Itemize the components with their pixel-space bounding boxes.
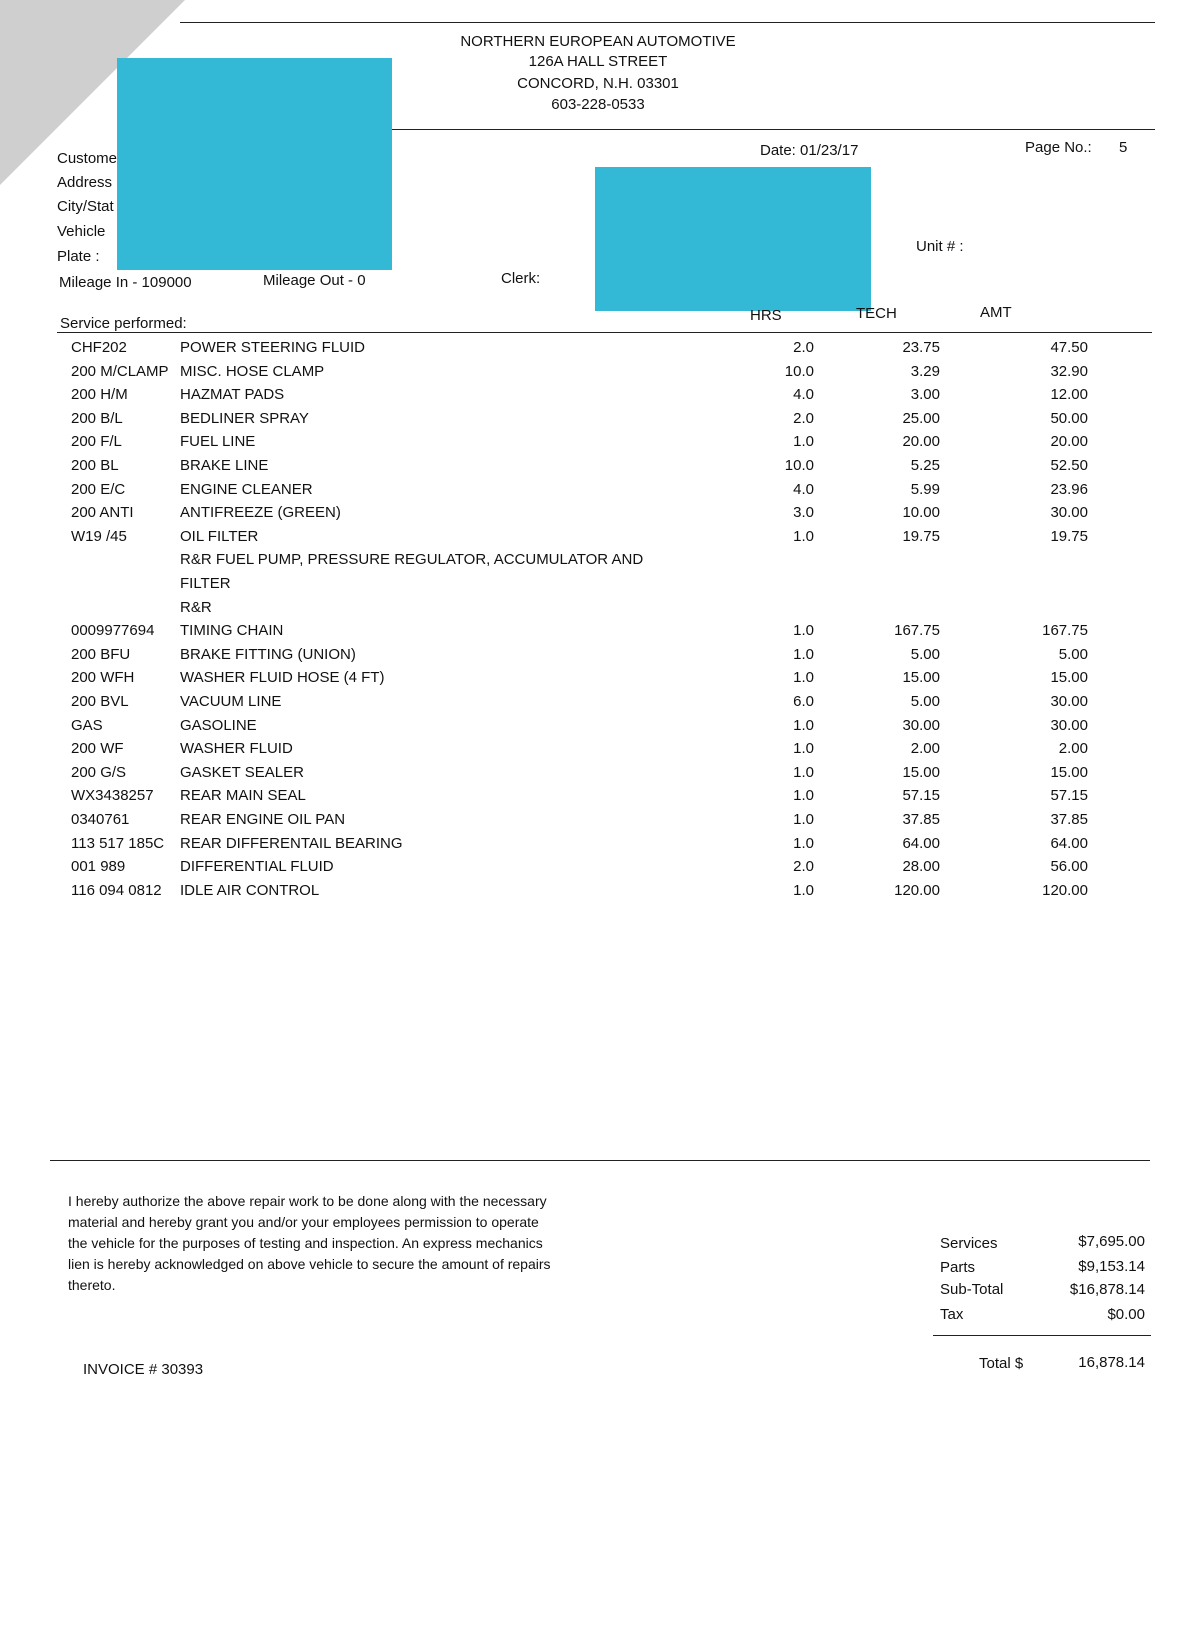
table-row — [0, 882, 1200, 906]
services-label: Services — [940, 1235, 998, 1252]
subtotal-label: Sub-Total — [940, 1281, 1004, 1298]
authorization-line: I hereby authorize the above repair work to be done along with the necessary — [68, 1193, 547, 1209]
hours-value: 3.0 — [793, 504, 814, 522]
tech-rate-value: 167.75 — [894, 622, 940, 640]
item-description: FILTER — [180, 575, 231, 592]
clerk-label: Clerk: — [501, 270, 541, 287]
part-code: 200 WFH — [71, 669, 135, 687]
item-description: BRAKE LINE — [180, 457, 269, 474]
parts-value: $9,153.14 — [1078, 1258, 1145, 1275]
hours-value: 10.0 — [784, 457, 814, 474]
plate-label: Plate : — [57, 248, 100, 265]
tech-rate-value: 30.00 — [902, 716, 940, 734]
service-performed-label: Service performed: — [60, 315, 187, 332]
part-code: 113 517 185C — [71, 834, 165, 852]
mileage-out: Mileage Out - 0 — [263, 272, 366, 289]
amount-value: 52.50 — [1050, 457, 1088, 474]
part-code: 200 BVL — [71, 693, 129, 710]
amount-value: 56.00 — [1050, 858, 1088, 876]
total-value: 16,878.14 — [1078, 1354, 1145, 1371]
part-code: 0009977694 — [71, 622, 155, 640]
amount-value: 64.00 — [1050, 834, 1088, 852]
amount-value: 37.85 — [1050, 811, 1088, 828]
item-description: WASHER FLUID — [180, 740, 293, 758]
table-row — [0, 835, 1200, 859]
part-code: 200 ANTI — [71, 504, 134, 522]
table-row — [0, 339, 1200, 363]
amount-value: 19.75 — [1050, 527, 1088, 545]
amount-value: 15.00 — [1050, 763, 1088, 781]
hours-value: 4.0 — [793, 386, 814, 404]
authorization-line: material and hereby grant you and/or your employees permission to operate — [68, 1214, 539, 1230]
tech-rate-value: 5.00 — [910, 645, 940, 663]
hours-value: 2.0 — [793, 858, 814, 876]
item-description: GASOLINE — [180, 716, 257, 734]
hours-value: 1.0 — [793, 740, 814, 758]
table-row — [0, 717, 1200, 741]
tech-rate-value: 15.00 — [902, 763, 940, 781]
column-header-tech: TECH — [856, 305, 897, 322]
hours-value: 4.0 — [793, 480, 814, 498]
tech-rate-value: 2.00 — [910, 740, 940, 758]
tech-rate-value: 3.29 — [910, 362, 940, 380]
hours-value: 10.0 — [784, 362, 814, 380]
amount-value: 120.00 — [1042, 881, 1088, 899]
table-row — [0, 410, 1200, 434]
amount-value: 30.00 — [1050, 504, 1088, 522]
hours-value: 1.0 — [793, 787, 814, 805]
unit-number-label: Unit # : — [916, 238, 964, 255]
tech-rate-value: 120.00 — [894, 881, 940, 899]
table-row — [0, 811, 1200, 835]
tech-rate-value: 20.00 — [902, 433, 940, 451]
item-description: REAR ENGINE OIL PAN — [180, 811, 346, 828]
tech-rate-value: 3.00 — [910, 386, 940, 404]
amount-value: 2.00 — [1058, 740, 1088, 758]
item-description: HAZMAT PADS — [180, 386, 285, 404]
amount-value: 15.00 — [1050, 669, 1088, 687]
item-description: REAR DIFFERENTAIL BEARING — [180, 834, 403, 852]
tax-value: $0.00 — [1107, 1306, 1145, 1323]
vehicle-label: Vehicle — [57, 223, 106, 240]
part-code: 0340761 — [71, 811, 130, 828]
item-description: POWER STEERING FLUID — [180, 339, 366, 356]
amount-value: 5.00 — [1058, 645, 1088, 663]
parts-label: Parts — [940, 1259, 976, 1276]
tech-rate-value: 10.00 — [902, 504, 940, 522]
footer-rule — [50, 1160, 1150, 1161]
mileage-in: Mileage In - 109000 — [59, 274, 192, 291]
amount-value: 50.00 — [1050, 409, 1088, 427]
table-row — [0, 693, 1200, 717]
amount-value: 12.00 — [1050, 386, 1088, 404]
total-label: Total $ — [979, 1355, 1024, 1372]
table-row — [0, 787, 1200, 811]
part-code: 200 WF — [71, 740, 124, 758]
tech-rate-value: 64.00 — [902, 834, 940, 852]
amount-value: 57.15 — [1050, 787, 1088, 805]
hours-value: 2.0 — [793, 409, 814, 427]
item-description: ENGINE CLEANER — [180, 480, 313, 498]
table-row — [0, 363, 1200, 387]
table-row — [0, 433, 1200, 457]
item-description: TIMING CHAIN — [180, 622, 284, 640]
part-code: WX3438257 — [71, 787, 154, 805]
authorization-line: the vehicle for the purposes of testing and inspection. An express mechanics — [68, 1235, 543, 1251]
table-row — [0, 669, 1200, 693]
table-row — [0, 599, 1200, 623]
amount-value: 20.00 — [1050, 433, 1088, 451]
table-row — [0, 646, 1200, 670]
customer-label: Custome — [57, 150, 118, 167]
part-code: 200 BFU — [71, 645, 131, 663]
hours-value: 6.0 — [793, 693, 814, 710]
item-description: GASKET SEALER — [180, 763, 304, 781]
table-row — [0, 622, 1200, 646]
item-description: BRAKE FITTING (UNION) — [180, 645, 356, 663]
part-code: 200 B/L — [71, 409, 123, 427]
table-row — [0, 551, 1200, 575]
totals-rule — [933, 1335, 1151, 1336]
amount-value: 47.50 — [1050, 339, 1088, 356]
tech-rate-value: 19.75 — [902, 527, 940, 545]
table-row — [0, 457, 1200, 481]
item-description: VACUUM LINE — [180, 693, 282, 710]
part-code: 116 094 0812 — [71, 881, 162, 899]
authorization-line: thereto. — [68, 1277, 116, 1293]
amount-value: 167.75 — [1042, 622, 1088, 640]
tech-rate-value: 23.75 — [902, 339, 940, 356]
table-row — [0, 858, 1200, 882]
address-label: Address — [57, 174, 113, 191]
hours-value: 1.0 — [793, 881, 814, 899]
item-description: DIFFERENTIAL FLUID — [180, 858, 334, 876]
tech-rate-value: 5.25 — [910, 457, 940, 474]
authorization-text — [68, 1191, 551, 1296]
authorization-line: lien is hereby acknowledged on above vehicle to secure the amount of repairs — [68, 1256, 551, 1272]
tech-rate-value: 28.00 — [902, 858, 940, 876]
item-description: ANTIFREEZE (GREEN) — [180, 504, 341, 522]
item-description: MISC. HOSE CLAMP — [180, 362, 325, 380]
invoice-number: INVOICE # 30393 — [83, 1361, 204, 1378]
part-code: 200 F/L — [71, 433, 122, 451]
table-row — [0, 740, 1200, 764]
part-code: 200 E/C — [71, 480, 126, 498]
item-description: R&R FUEL PUMP, PRESSURE REGULATOR, ACCUMULATOR AND — [180, 551, 644, 569]
hours-value: 1.0 — [793, 645, 814, 663]
item-description: FUEL LINE — [180, 433, 256, 451]
tech-rate-value: 15.00 — [902, 669, 940, 687]
table-row — [0, 386, 1200, 410]
item-description: OIL FILTER — [180, 527, 259, 545]
shop-name: NORTHERN EUROPEAN AUTOMOTIVE — [460, 33, 736, 50]
hours-value: 1.0 — [793, 834, 814, 852]
shop-city: CONCORD, N.H. 03301 — [517, 75, 679, 92]
table-row — [0, 504, 1200, 528]
page-number-label: Page No.: — [1025, 139, 1092, 156]
hours-value: 1.0 — [793, 763, 814, 781]
part-code: 001 989 — [71, 858, 126, 876]
part-code: W19 /45 — [71, 527, 127, 545]
tech-rate-value: 37.85 — [902, 811, 940, 828]
subtotal-value: $16,878.14 — [1069, 1281, 1145, 1298]
part-code: CHF202 — [71, 339, 127, 356]
tax-label: Tax — [940, 1306, 964, 1323]
page-number-value: 5 — [1119, 139, 1128, 156]
amount-value: 30.00 — [1050, 693, 1088, 710]
part-code: 200 BL — [71, 457, 119, 474]
tech-rate-value: 25.00 — [902, 409, 940, 427]
tech-rate-value: 5.00 — [910, 693, 940, 710]
hours-value: 2.0 — [793, 339, 814, 356]
hours-value: 1.0 — [793, 527, 814, 545]
amount-value: 30.00 — [1050, 716, 1088, 734]
item-description: WASHER FLUID HOSE (4 FT) — [180, 669, 385, 687]
table-row — [0, 764, 1200, 788]
amount-value: 23.96 — [1050, 480, 1088, 498]
tech-rate-value: 5.99 — [910, 480, 940, 498]
hours-value: 1.0 — [793, 669, 814, 687]
tech-rate-value: 57.15 — [902, 787, 940, 805]
city-state-label: City/Stat — [57, 198, 114, 215]
hours-value: 1.0 — [793, 433, 814, 451]
table-row — [0, 528, 1200, 552]
column-header-amt: AMT — [980, 304, 1012, 321]
invoice-date: Date: 01/23/17 — [760, 142, 859, 159]
table-row — [0, 575, 1200, 599]
hours-value: 1.0 — [793, 811, 814, 828]
shop-street: 126A HALL STREET — [528, 53, 668, 70]
shop-phone: 603-228-0533 — [551, 96, 645, 113]
item-description: REAR MAIN SEAL — [180, 787, 306, 805]
amount-value: 32.90 — [1050, 362, 1088, 380]
part-code: GAS — [71, 716, 103, 734]
table-row — [0, 481, 1200, 505]
services-value: $7,695.00 — [1078, 1233, 1145, 1250]
part-code: 200 G/S — [71, 763, 127, 781]
part-code: 200 M/CLAMP — [71, 362, 169, 380]
hours-value: 1.0 — [793, 622, 814, 640]
part-code: 200 H/M — [71, 386, 128, 404]
hours-value: 1.0 — [793, 716, 814, 734]
item-description: BEDLINER SPRAY — [180, 409, 309, 427]
item-description: R&R — [180, 598, 212, 616]
item-description: IDLE AIR CONTROL — [180, 881, 320, 899]
column-header-hrs: HRS — [750, 307, 782, 324]
